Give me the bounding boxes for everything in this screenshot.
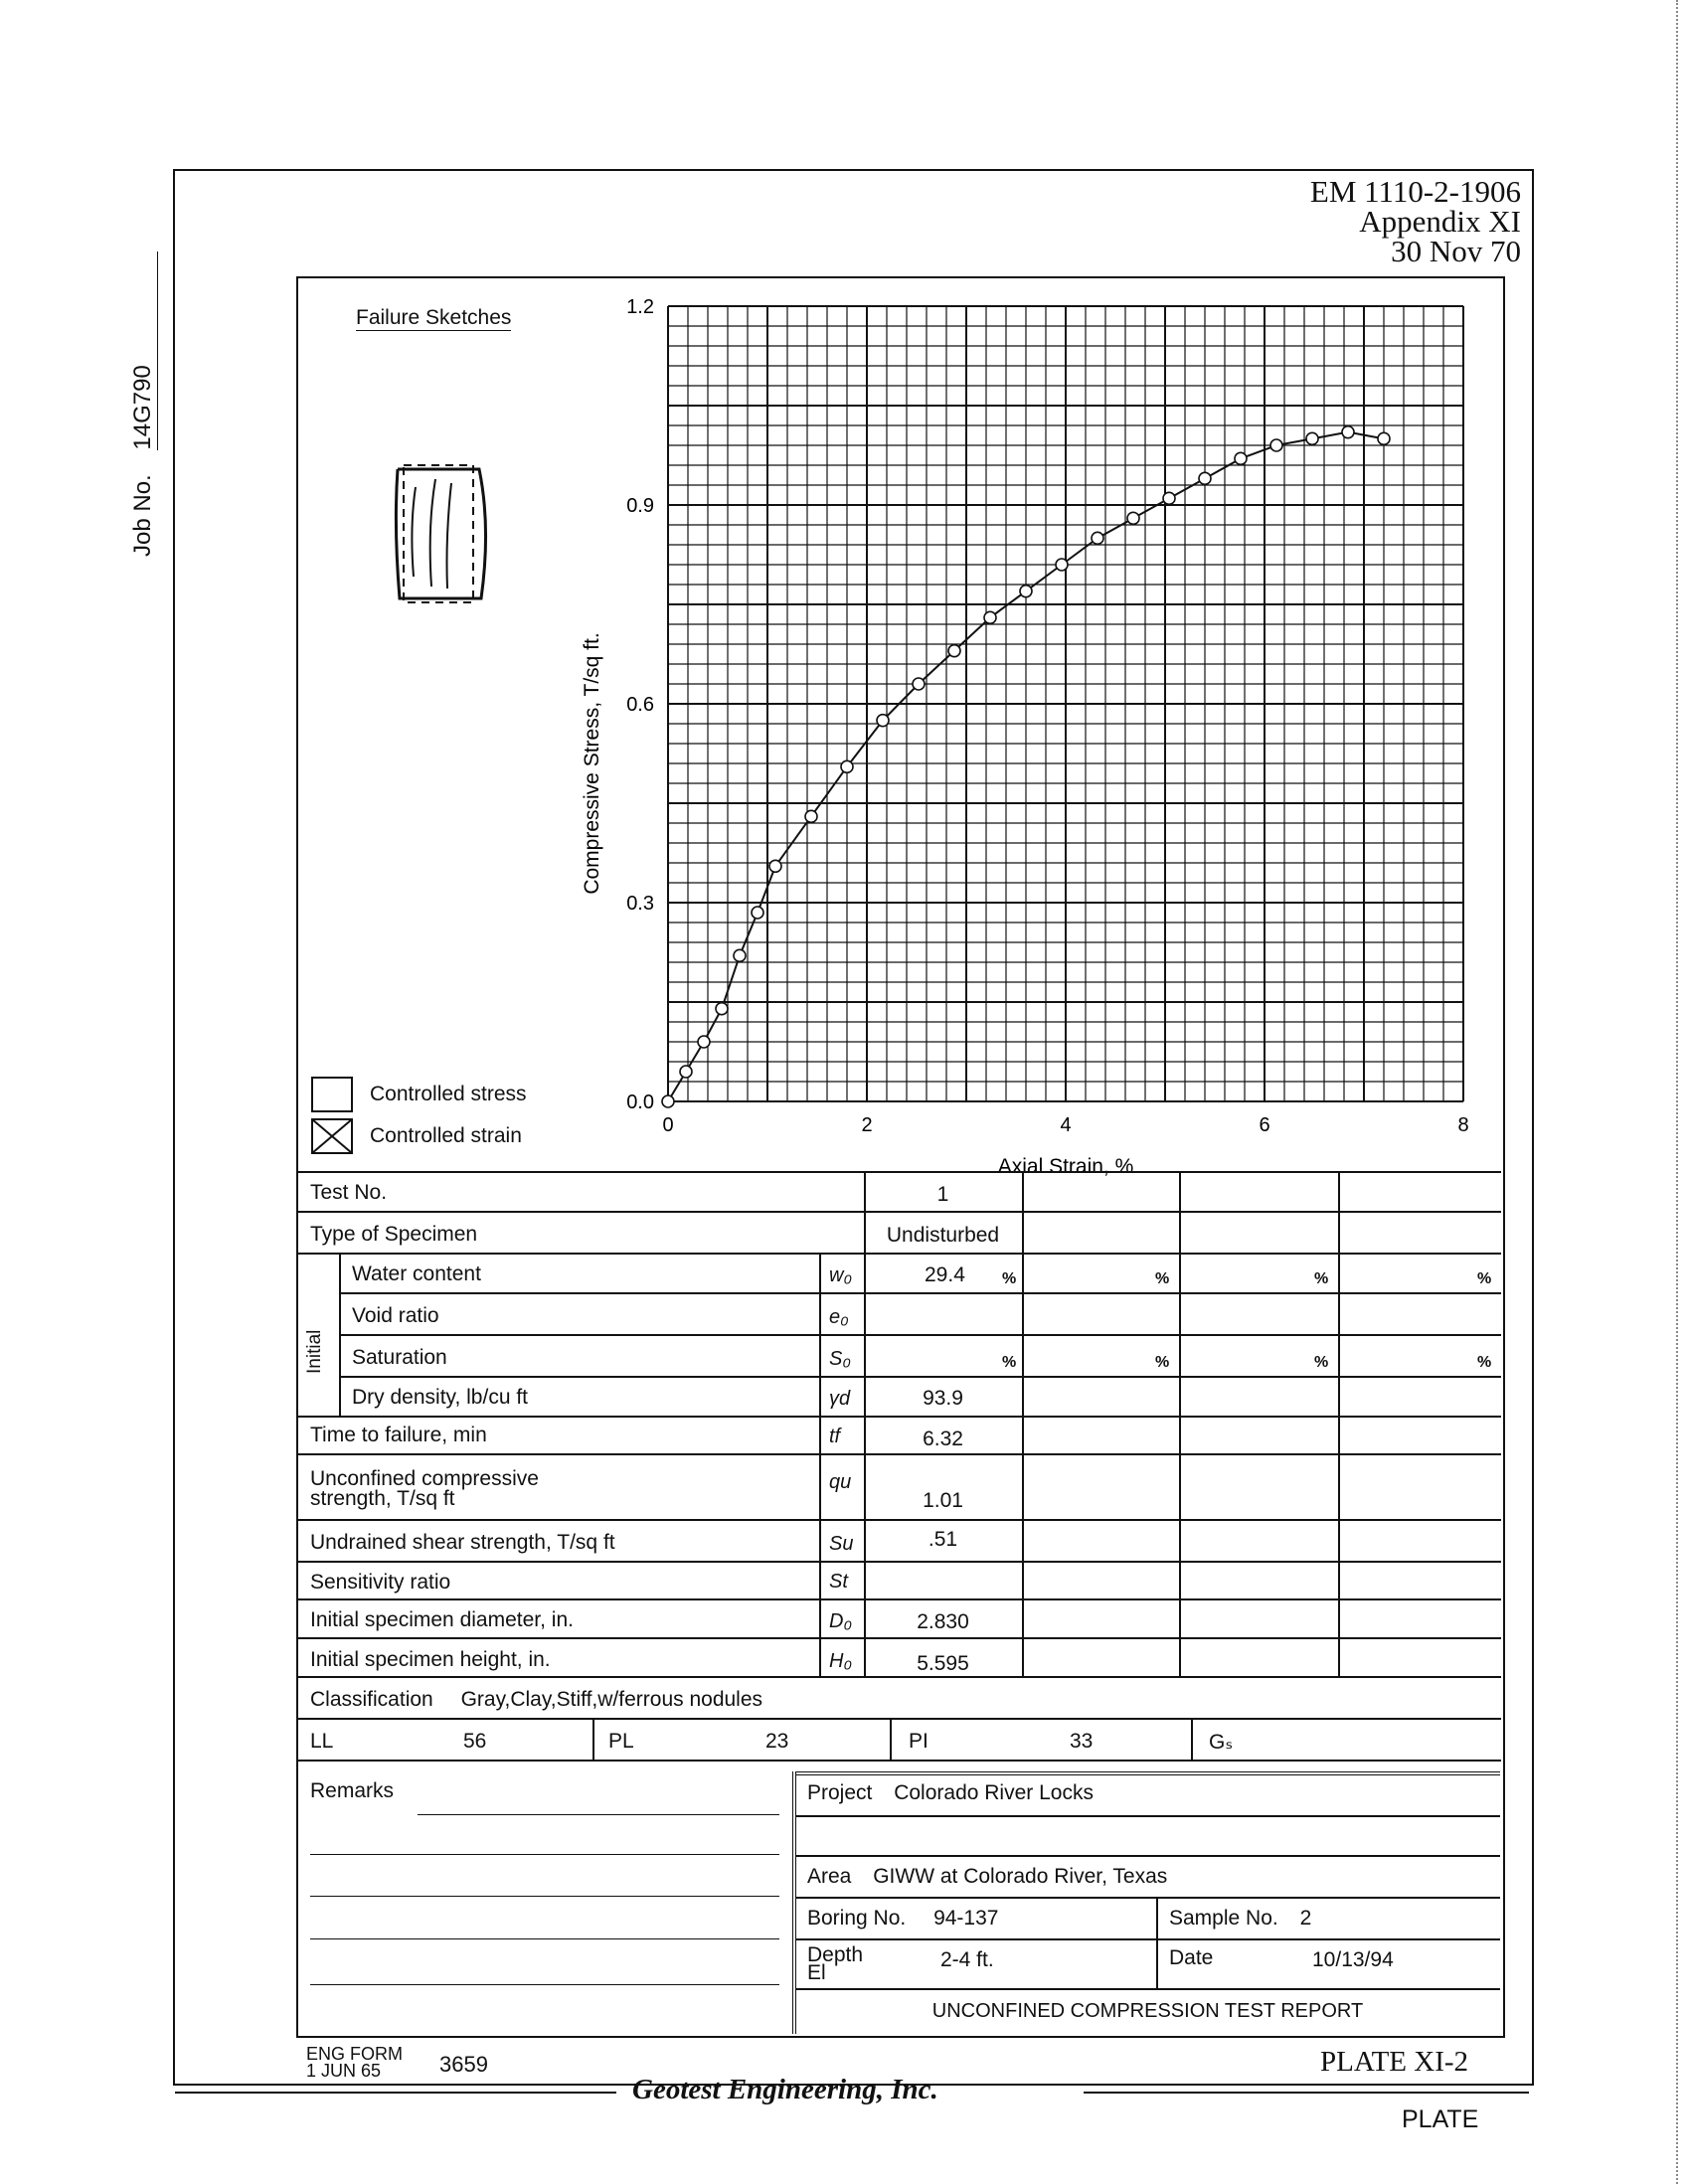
- row-line: [296, 1253, 1501, 1255]
- depth-value: 2-4 ft.: [940, 1948, 994, 1971]
- data-point: [1127, 512, 1139, 524]
- ucs-label: [310, 1469, 539, 1509]
- row-line: [296, 1718, 1501, 1720]
- water-content-symbol: w₀: [829, 1264, 852, 1286]
- job-number-label: [129, 252, 158, 557]
- project-row: [807, 1781, 1094, 1805]
- saturation-label: Saturation: [352, 1346, 447, 1369]
- plate-label: PLATE: [1402, 2105, 1479, 2133]
- date-label: Date: [1169, 1946, 1214, 1969]
- test-no-label: Test No.: [310, 1181, 388, 1204]
- data-point: [662, 1095, 674, 1107]
- table-top-line: [296, 1171, 1501, 1173]
- company-name: Geotest Engineering, Inc.: [632, 2074, 938, 2105]
- header-line2: Appendix XI: [1359, 204, 1521, 239]
- height-value: 5.595: [917, 1652, 969, 1675]
- project-block-top: [795, 1771, 1500, 1775]
- area-line: [795, 1897, 1500, 1899]
- pct-sign: %: [1477, 1270, 1492, 1287]
- form-number: 3659: [439, 2052, 488, 2077]
- company-line-left: [175, 2092, 616, 2094]
- y-tick-label: 0.6: [626, 694, 654, 716]
- y-tick-label: 0.0: [626, 1092, 654, 1113]
- sensitivity-label: Sensitivity ratio: [310, 1571, 451, 1594]
- row-line: [296, 1760, 1501, 1762]
- diameter-symbol: D₀: [829, 1610, 852, 1632]
- ucs-label-line1: Unconfined compressive: [310, 1467, 539, 1490]
- data-point: [769, 860, 781, 872]
- y-axis-label: Compressive Stress, T/sq ft.: [581, 632, 603, 895]
- depth-label: [807, 1943, 864, 1984]
- data-point: [913, 678, 925, 690]
- report-title: UNCONFINED COMPRESSION TEST REPORT: [931, 2000, 1364, 2022]
- row-line: [296, 1676, 1501, 1678]
- pl-label: PL: [608, 1730, 634, 1753]
- project-line: [795, 1815, 1500, 1817]
- ll-value: 56: [463, 1730, 487, 1753]
- data-point: [948, 645, 960, 657]
- row-line: [296, 1211, 1501, 1213]
- boring-line: [795, 1938, 1500, 1940]
- shear-label: Undrained shear strength, T/sq ft: [310, 1531, 615, 1554]
- data-point: [1163, 492, 1175, 504]
- eng-form-line1: ENG FORM: [306, 2044, 403, 2064]
- x-tick-label: 8: [1457, 1114, 1469, 1136]
- data-point: [1306, 432, 1318, 444]
- remarks-label: Remarks: [310, 1779, 395, 1802]
- diameter-value: 2.830: [917, 1610, 969, 1633]
- boring-row: [807, 1907, 998, 1931]
- dry-density-label: Dry density, lb/cu ft: [352, 1386, 529, 1409]
- pi-label: PI: [909, 1730, 928, 1753]
- data-point: [752, 907, 763, 919]
- row-line: [296, 1519, 1501, 1521]
- data-point: [1056, 559, 1068, 571]
- x-tick-label: 2: [861, 1114, 873, 1136]
- eng-form: [306, 2046, 403, 2080]
- void-ratio-symbol: e₀: [829, 1306, 849, 1328]
- row-line: [296, 1416, 1501, 1418]
- controlled-strain-label: Controlled strain: [370, 1124, 522, 1147]
- col4-line: [1338, 1171, 1340, 1676]
- col3-line: [1179, 1171, 1181, 1676]
- y-tick-label: 0.9: [626, 495, 654, 517]
- initial-label: Initial: [304, 1329, 325, 1374]
- row-line: [296, 1453, 1501, 1455]
- shear-value: .51: [928, 1528, 958, 1551]
- data-point: [805, 810, 817, 822]
- row-line: [296, 1598, 1501, 1600]
- classification-label: Classification: [310, 1688, 433, 1711]
- sensitivity-symbol: St: [829, 1571, 848, 1593]
- area-value: GIWW at Colorado River, Texas: [873, 1865, 1168, 1888]
- depth-label-text: Depth: [807, 1943, 864, 1966]
- limits-sep: [890, 1718, 892, 1760]
- data-point: [1092, 532, 1103, 544]
- pi-value: 33: [1070, 1730, 1094, 1753]
- controlled-strain-box: [311, 1118, 353, 1154]
- col2-line: [1022, 1171, 1024, 1676]
- ucs-label-line2: strength, T/sq ft: [310, 1487, 455, 1510]
- shear-symbol: Su: [829, 1533, 854, 1555]
- company-line-right: [1084, 2092, 1529, 2094]
- sample-row: [1169, 1907, 1311, 1931]
- pct-sign: %: [1002, 1354, 1017, 1371]
- type-label: Type of Specimen: [310, 1223, 478, 1246]
- remarks-line: [310, 1984, 779, 1985]
- y-tick-label: 0.3: [626, 893, 654, 915]
- limits-sep: [1191, 1718, 1193, 1760]
- row-line: [339, 1334, 1501, 1336]
- ucs-value: 1.01: [923, 1489, 963, 1512]
- data-point: [1235, 452, 1247, 464]
- saturation-symbol: S₀: [829, 1348, 851, 1370]
- ucs-symbol: qu: [829, 1471, 852, 1493]
- type-value: Undisturbed: [886, 1224, 1000, 1247]
- project-block: [792, 1771, 1504, 2034]
- job-label: Job No.: [129, 474, 156, 557]
- data-point: [984, 611, 996, 623]
- job-number: 14G790: [129, 252, 158, 450]
- height-symbol: H₀: [829, 1650, 852, 1672]
- water-content-value: 29.4: [925, 1263, 965, 1286]
- row-line: [296, 1637, 1501, 1639]
- remarks-line: [310, 1896, 779, 1897]
- data-point: [877, 715, 889, 727]
- data-point: [1378, 432, 1390, 444]
- x-tick-label: 6: [1259, 1114, 1270, 1136]
- sample-value: 2: [1299, 1907, 1312, 1930]
- ll-label: LL: [310, 1730, 334, 1753]
- remarks-line: [310, 1938, 779, 1939]
- data-point: [698, 1036, 710, 1048]
- classification-value: Gray,Clay,Stiff,w/ferrous nodules: [460, 1688, 763, 1711]
- pct-sign: %: [1155, 1354, 1170, 1371]
- time-symbol: tf: [829, 1426, 841, 1447]
- row-line: [339, 1376, 1501, 1378]
- header-line3: 30 Nov 70: [1391, 234, 1521, 268]
- eng-form-line2: 1 JUN 65: [306, 2061, 382, 2081]
- failure-sketches-title: Failure Sketches: [356, 306, 512, 329]
- controlled-stress-box: [311, 1077, 353, 1112]
- failure-sketch-drawing: [388, 457, 507, 616]
- y-tick-label: 1.2: [626, 296, 654, 318]
- data-point: [1270, 439, 1282, 451]
- header-line1: EM 1110-2-1906: [1309, 174, 1521, 209]
- remarks-line: [418, 1814, 779, 1815]
- water-content-label: Water content: [352, 1262, 481, 1285]
- area-row: [807, 1865, 1167, 1889]
- data-point: [1342, 426, 1354, 438]
- symbol-col-line: [819, 1253, 821, 1676]
- data-point: [734, 949, 746, 961]
- row-line: [339, 1292, 1501, 1294]
- gs-label: Gₛ: [1209, 1731, 1234, 1754]
- date-line: [795, 1988, 1500, 1990]
- project-value: Colorado River Locks: [894, 1781, 1094, 1804]
- stress-strain-chart: [557, 288, 1491, 1183]
- controlled-stress-label: Controlled stress: [370, 1083, 527, 1105]
- time-label: Time to failure, min: [310, 1424, 487, 1446]
- plate-id: PLATE XI-2: [1320, 2046, 1469, 2078]
- sample-label: Sample No.: [1169, 1907, 1278, 1930]
- el-label-text: El: [807, 1961, 826, 1984]
- boring-label: Boring No.: [807, 1907, 907, 1930]
- dry-density-value: 93.9: [923, 1387, 963, 1410]
- time-value: 6.32: [923, 1428, 963, 1450]
- remarks-line: [310, 1854, 779, 1855]
- pct-sign: %: [1314, 1270, 1329, 1287]
- limits-sep: [592, 1718, 594, 1760]
- project-line: [795, 1855, 1500, 1857]
- void-ratio-label: Void ratio: [352, 1304, 439, 1327]
- x-tick-label: 4: [1060, 1114, 1072, 1136]
- data-point: [1020, 586, 1032, 597]
- boring-value: 94-137: [933, 1907, 999, 1930]
- pl-value: 23: [765, 1730, 789, 1753]
- diameter-label: Initial specimen diameter, in.: [310, 1608, 574, 1631]
- data-point: [1199, 472, 1211, 484]
- classification-row: [310, 1688, 762, 1712]
- pct-sign: %: [1477, 1354, 1492, 1371]
- em-header: [1309, 174, 1521, 268]
- data-point: [716, 1003, 728, 1015]
- project-label: Project: [807, 1781, 873, 1804]
- pct-sign: %: [1155, 1270, 1170, 1287]
- height-label: Initial specimen height, in.: [310, 1648, 551, 1671]
- boring-sep: [1156, 1897, 1158, 1988]
- x-axis-label: Axial Strain, %: [997, 1155, 1134, 1178]
- scan-edge: [1676, 0, 1678, 2184]
- date-value: 10/13/94: [1312, 1948, 1394, 1971]
- row-line: [296, 1561, 1501, 1563]
- pct-sign: %: [1314, 1354, 1329, 1371]
- initial-col-line: [339, 1253, 341, 1416]
- x-tick-label: 0: [662, 1114, 674, 1136]
- dry-density-symbol: γd: [829, 1388, 851, 1410]
- area-label: Area: [807, 1865, 852, 1888]
- test-no-value: 1: [936, 1183, 949, 1206]
- data-point: [680, 1066, 692, 1078]
- data-point: [841, 760, 853, 772]
- pct-sign: %: [1002, 1270, 1017, 1287]
